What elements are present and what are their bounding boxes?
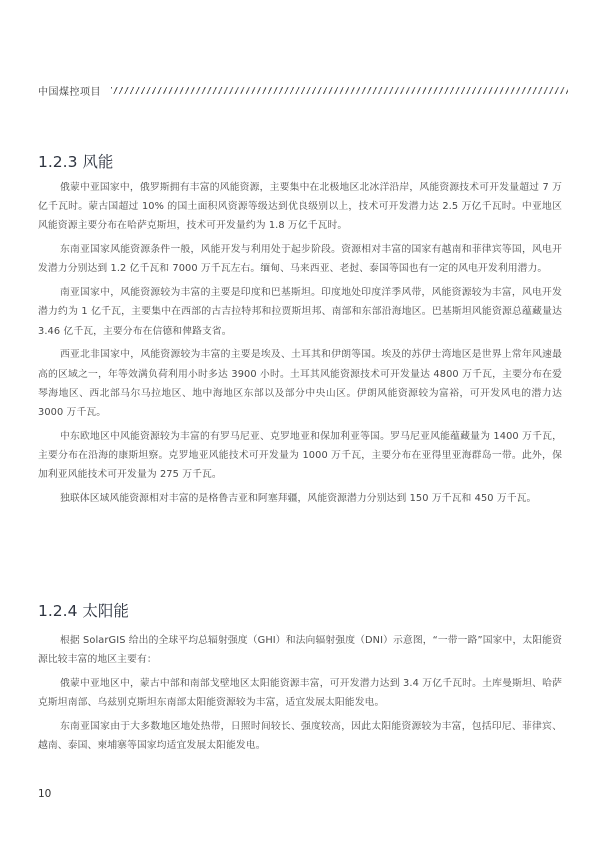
paragraph: 东南亚国家风能资源条件一般，风能开发与利用处于起步阶段。资源相对丰富的国家有越南和菲律宾等国，风电开发潜力分别达到 1.2 亿千瓦和 7000 万千瓦左右。缅甸、马来西亚、老挝、泰国等国也有一定的风电开发利用潜力。 <box>38 244 562 275</box>
section-body-solar <box>38 631 562 760</box>
section-body-wind <box>38 178 562 513</box>
header-hatched-rule <box>111 87 568 94</box>
running-header <box>38 82 568 98</box>
section-title-wind: 1.2.3 风能 <box>38 153 114 171</box>
page-number: 10 <box>38 788 52 800</box>
paragraph: 东南亚国家由于大多数地区地处热带，日照时间较长、强度较高，因此太阳能资源较为丰富，包括印尼、菲律宾、越南、泰国、柬埔寨等国家均适宜发展太阳能发电。 <box>38 721 562 752</box>
paragraph: 南亚国家中，风能资源较为丰富的主要是印度和巴基斯坦。印度地处印度洋季风带，风能资源较为丰富，风电开发潜力约为 1 亿千瓦，主要集中在西部的古吉拉特邦和拉贾斯坦邦、南部和东部沿海地区。巴基斯坦风能资源总蕴藏量达 3.46 亿千瓦，主要分布在信德和俾路支省。 <box>38 287 562 337</box>
section-title-solar: 1.2.4 太阳能 <box>38 602 129 620</box>
paragraph: 独联体区域风能资源相对丰富的是格鲁吉亚和阿塞拜疆，风能资源潜力分别达到 150 万千瓦和 450 万千瓦。 <box>60 493 537 505</box>
paragraph: 俄蒙中亚国家中，俄罗斯拥有丰富的风能资源，主要集中在北极地区北冰洋沿岸，风能资源技术可开发量超过 7 万亿千瓦时。蒙古国超过 10% 的国土面积风资源等级达到优良级别以上，技术可开发潜力达 2.5 万亿千瓦时。中亚地区风能资源主要分布在哈萨克斯坦，技术可开发量约为 1.8 万亿千瓦时。 <box>38 182 562 232</box>
paragraph: 西亚北非国家中，风能资源较为丰富的主要是埃及、土耳其和伊朗等国。埃及的苏伊士湾地区是世界上常年风速最高的区域之一，年等效满负荷利用小时多达 3900 小时。土耳其风能资源技术可开发量达 4800 万千瓦，主要分布在爱琴海地区、西北部马尔马拉地区、地中海地区东部以及部分中央山区。伊朗风能资源较为富裕，可开发风电的潜力达 3000 万千瓦。 <box>38 349 562 419</box>
header-title: 中国煤控项目 <box>38 86 101 98</box>
paragraph: 俄蒙中亚地区中，蒙古中部和南部戈壁地区太阳能资源丰富，可开发潜力达到 3.4 万亿千瓦时。土库曼斯坦、哈萨克斯坦南部、乌兹别克斯坦东南部太阳能资源较为丰富，适宜发展太阳能发电。 <box>38 678 562 709</box>
paragraph: 根据 SolarGIS 给出的全球平均总辐射强度（GHI）和法向辐射强度（DNI）示意图，“一带一路”国家中，太阳能资源比较丰富的地区主要有： <box>38 635 562 666</box>
paragraph: 中东欧地区中风能资源较为丰富的有罗马尼亚、克罗地亚和保加利亚等国。罗马尼亚风能蕴藏量为 1400 万千瓦，主要分布在沿海的康斯坦察。克罗地亚风能技术可开发量为 1000 万千瓦，主要分布在亚得里亚海群岛一带。此外，保加利亚风能技术可开发量为 275 万千瓦。 <box>38 430 562 481</box>
